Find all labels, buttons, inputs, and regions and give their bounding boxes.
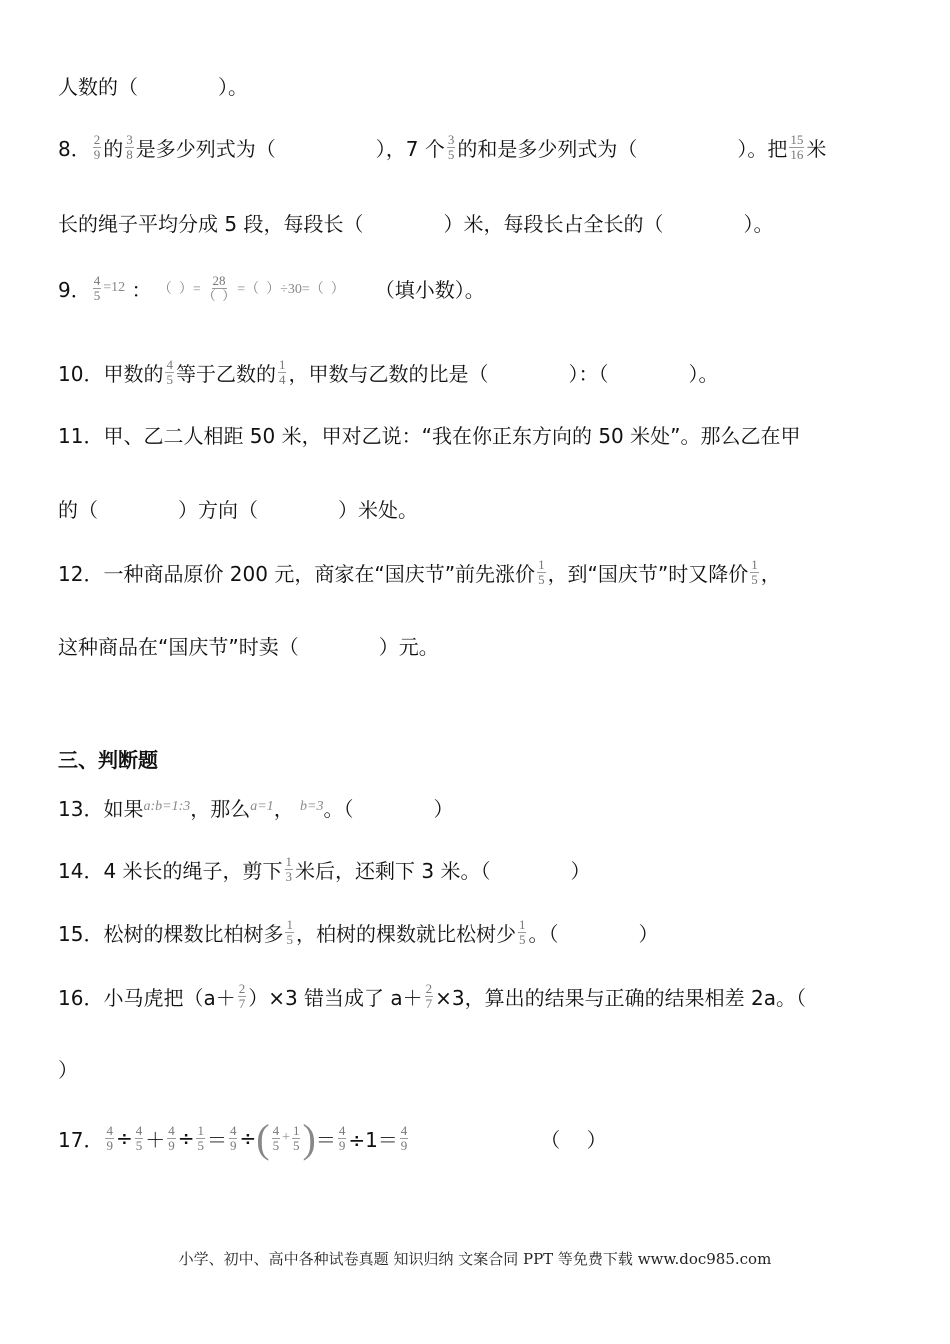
numerator: 1 [538, 556, 545, 572]
fraction [196, 1124, 205, 1153]
text-segment: 的和是多少列式为（ ）。把 [457, 136, 788, 161]
text-segment: 等于乙数的 [175, 361, 276, 386]
numerator: 4 [166, 356, 173, 372]
text-segment: 16．小马虎把（a＋ [58, 985, 236, 1010]
question-12-line-2 [58, 615, 439, 675]
fraction [229, 1124, 238, 1153]
denominator: 8 [126, 146, 133, 162]
question-16-line-1 [58, 966, 806, 1026]
question-7-tail [58, 55, 248, 115]
text-segment: ÷1＝ [348, 1127, 398, 1152]
denominator: 16 [790, 146, 804, 162]
denominator: 9 [106, 1137, 113, 1153]
denominator: 5 [166, 371, 173, 387]
numerator: 1 [751, 556, 758, 572]
numerator: 2 [93, 131, 101, 147]
fraction [278, 358, 287, 387]
fraction [518, 918, 527, 947]
numerator: 4 [400, 1122, 408, 1138]
fraction [338, 1124, 347, 1153]
denominator: （ ） [202, 287, 236, 303]
question-16-line-2 [58, 1038, 78, 1098]
denominator: 5 [518, 931, 526, 947]
text-segment: =（ ）÷30=（ ） [237, 282, 345, 297]
text-segment: 14．4 米长的绳子，剪下 [58, 858, 283, 883]
question-8-line-2 [58, 192, 773, 252]
text-segment: 这种商品在“国庆节”时卖（ ）元。 [58, 634, 439, 659]
text-segment: ，柏树的棵数就比松树少 [295, 921, 516, 946]
text-segment: 9． [58, 277, 91, 302]
text-segment: 人数的（ ）。 [58, 74, 248, 99]
text-segment: ，那么 [190, 796, 251, 821]
text-segment: 17． [58, 1127, 104, 1152]
text-segment: 米 [806, 136, 827, 161]
text-segment: 是多少列式为（ ），7 个 [135, 136, 445, 161]
text-segment: ， [273, 796, 301, 821]
text-segment: ( [256, 1115, 270, 1161]
text-segment: 的（ ）方向（ ）米处。 [58, 497, 418, 522]
numerator: 4 [229, 1122, 237, 1138]
text-segment: ÷ [177, 1126, 195, 1150]
text-segment: 12．一种商品原价 200 元，商家在“国庆节”前先涨价 [58, 561, 536, 586]
fraction [789, 133, 804, 162]
text-segment: ，到“国庆节”时又降价 [547, 561, 749, 586]
numerator: 28 [212, 272, 226, 288]
text-segment: ×3，算出的结果与正确的结果相差 2a。（ [435, 985, 806, 1010]
denominator: 9 [338, 1137, 346, 1153]
numerator: 1 [278, 356, 286, 372]
text-segment: 的 [103, 136, 124, 161]
denominator: 5 [286, 931, 293, 947]
numerator: 2 [425, 980, 433, 996]
question-15 [58, 902, 658, 962]
question-11-line-2 [58, 478, 418, 538]
text-segment: （ ）= [157, 282, 201, 297]
text-segment: ） [58, 1057, 78, 1082]
text-segment: （填小数）。 [344, 277, 485, 302]
text-segment: ÷ [115, 1126, 133, 1150]
numerator: 1 [197, 1122, 204, 1138]
text-segment: ）×3 错当成了 a＋ [248, 985, 423, 1010]
question-17 [58, 1108, 607, 1168]
denominator: 9 [168, 1137, 175, 1153]
numerator: 1 [285, 853, 293, 869]
fraction [285, 855, 294, 884]
numerator: 4 [168, 1122, 175, 1138]
text-segment: b=3 [300, 799, 324, 814]
denominator: 7 [238, 995, 246, 1011]
denominator: 9 [229, 1137, 237, 1153]
fraction [272, 1124, 281, 1153]
fraction [167, 1124, 176, 1153]
text-segment: ÷ [239, 1126, 257, 1150]
text-segment: 13．如果 [58, 796, 144, 821]
denominator: 5 [447, 146, 455, 162]
denominator: 5 [292, 1137, 300, 1153]
text-segment: ) [302, 1115, 316, 1161]
text-segment: 10．甲数的 [58, 361, 164, 386]
question-13 [58, 777, 454, 837]
fraction [165, 358, 174, 387]
denominator: 9 [93, 146, 101, 162]
denominator: 5 [197, 1137, 204, 1153]
text-segment: 15．松树的棵数比柏树多 [58, 921, 284, 946]
numerator: 4 [338, 1122, 346, 1138]
fraction [400, 1124, 409, 1153]
numerator: 1 [518, 916, 526, 932]
text-segment: 长的绳子平均分成 5 段，每段长（ ）米，每段长占全长的（ ）。 [58, 211, 774, 236]
denominator: 5 [751, 571, 758, 587]
text-segment: =12 [103, 280, 126, 295]
fraction [135, 1124, 144, 1153]
denominator: 3 [285, 868, 293, 884]
fraction [203, 274, 236, 303]
text-segment: 11．甲、乙二人相距 50 米，甲对乙说：“我在你正东方向的 50 米处”。那么乙在甲 [58, 423, 801, 448]
fraction [425, 982, 434, 1011]
text-segment: 三、判断题 [58, 747, 158, 772]
numerator: 1 [292, 1122, 300, 1138]
text-segment: ，甲数与乙数的比是（ ）：（ ）。 [288, 361, 719, 386]
denominator: 7 [425, 995, 433, 1011]
numerator: 4 [135, 1122, 143, 1138]
fraction [285, 918, 294, 947]
text-segment: 。（ ） [528, 921, 659, 946]
fraction [125, 133, 134, 162]
question-14 [58, 839, 590, 899]
fraction [105, 1124, 114, 1153]
text-segment: + [282, 1130, 290, 1145]
fraction [750, 558, 759, 587]
text-segment: ， [760, 561, 781, 586]
text-segment: ： [125, 277, 158, 302]
question-9 [58, 258, 485, 318]
text-segment: 米后，还剩下 3 米。（ ） [295, 858, 591, 883]
denominator: 5 [272, 1137, 280, 1153]
numerator: 2 [238, 980, 246, 996]
text-segment: ＝ [206, 1127, 227, 1152]
text-segment: 8． [58, 136, 91, 161]
numerator: 1 [286, 916, 293, 932]
numerator: 4 [106, 1122, 113, 1138]
question-8-line-1 [58, 117, 826, 177]
question-10 [58, 342, 718, 402]
text-segment: ＝ [315, 1127, 336, 1152]
footer-watermark: 小学、初中、高中各种试卷真题 知识归纳 文案合同 PPT 等免费下载 www.doc985.com [178, 1250, 772, 1268]
text-segment: 。（ ） [323, 796, 454, 821]
text-segment: （ ） [410, 1127, 607, 1152]
question-12-line-1 [58, 542, 781, 602]
fraction [537, 558, 546, 587]
fraction [292, 1124, 301, 1153]
numerator: 3 [447, 131, 455, 147]
fraction [447, 133, 456, 162]
fraction [93, 274, 102, 303]
text-segment: a:b=1:3 [143, 799, 191, 814]
denominator: 5 [135, 1137, 143, 1153]
text-segment: a=1 [250, 799, 274, 814]
denominator: 9 [400, 1137, 408, 1153]
question-11-line-1 [58, 404, 801, 464]
denominator: 5 [538, 571, 545, 587]
text-segment: ＋ [145, 1127, 166, 1152]
numerator: 4 [93, 272, 101, 288]
numerator: 4 [272, 1122, 280, 1138]
numerator: 15 [790, 131, 804, 147]
denominator: 5 [93, 287, 101, 303]
denominator: 4 [278, 371, 286, 387]
numerator: 3 [126, 131, 133, 147]
fraction [93, 133, 102, 162]
fraction [238, 982, 247, 1011]
